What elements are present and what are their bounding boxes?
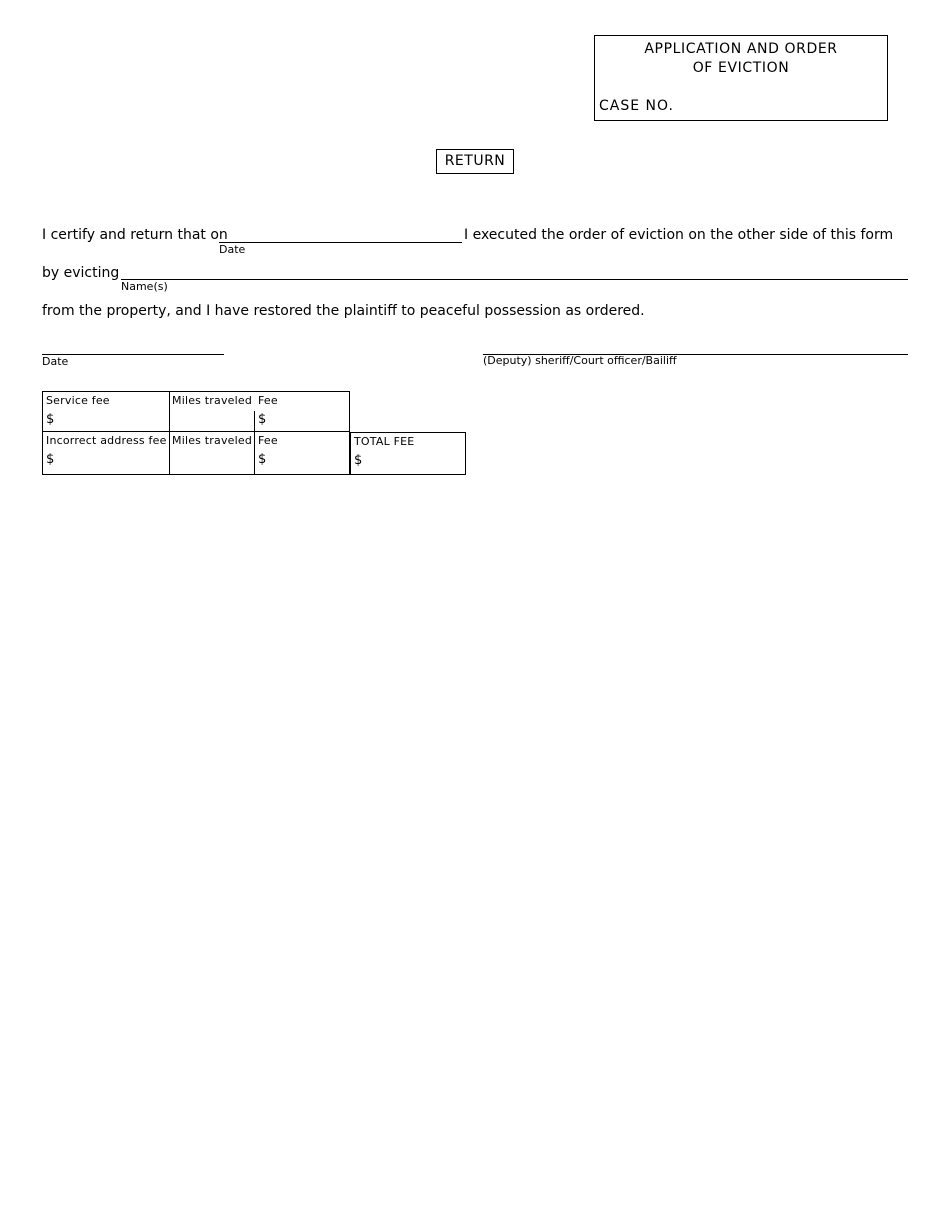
case-number-label: CASE NO.	[599, 98, 674, 114]
currency-symbol: $	[46, 452, 55, 467]
form-title-line1: APPLICATION AND ORDER	[644, 41, 838, 57]
currency-symbol: $	[258, 412, 267, 427]
fee-label: Fee	[258, 434, 278, 447]
currency-symbol: $	[258, 452, 267, 467]
executed-text: I executed the order of eviction on the other side of this form	[464, 227, 894, 243]
by-evicting-text: by evicting	[42, 265, 120, 281]
miles-traveled-label: Miles traveled	[172, 394, 253, 407]
names-caption: Name(s)	[121, 280, 168, 293]
service-miles-fee-cell[interactable]	[169, 391, 350, 432]
incorrect-address-fee-cell[interactable]	[42, 431, 170, 475]
names-blank-line[interactable]	[121, 279, 908, 280]
incorrect-address-fee-label: Incorrect address fee	[46, 434, 167, 447]
case-header-box	[594, 35, 888, 121]
form-title-line2: OF EVICTION	[692, 60, 790, 76]
fee-label: Fee	[258, 394, 278, 407]
date-caption: Date	[219, 243, 246, 256]
signature-date-line[interactable]	[42, 354, 224, 355]
service-fee-cell[interactable]	[42, 391, 170, 432]
currency-symbol: $	[354, 453, 363, 468]
restored-possession-text: from the property, and I have restored the plaintiff to peaceful possession as ordered.	[42, 303, 645, 319]
certify-text: I certify and return that on	[42, 227, 228, 243]
cell-divider	[254, 411, 255, 432]
miles-traveled-label: Miles traveled	[172, 434, 253, 447]
signature-date-caption: Date	[42, 355, 69, 368]
return-heading: RETURN	[436, 149, 514, 174]
date-blank-line[interactable]	[219, 242, 462, 243]
incorrect-miles-fee-cell[interactable]	[169, 431, 350, 475]
total-fee-label: TOTAL FEE	[354, 435, 415, 448]
total-fee-cell[interactable]	[349, 432, 466, 475]
service-fee-label: Service fee	[46, 394, 110, 407]
officer-caption: (Deputy) sheriff/Court officer/Bailiff	[483, 354, 677, 367]
cell-divider	[254, 432, 255, 475]
currency-symbol: $	[46, 412, 55, 427]
